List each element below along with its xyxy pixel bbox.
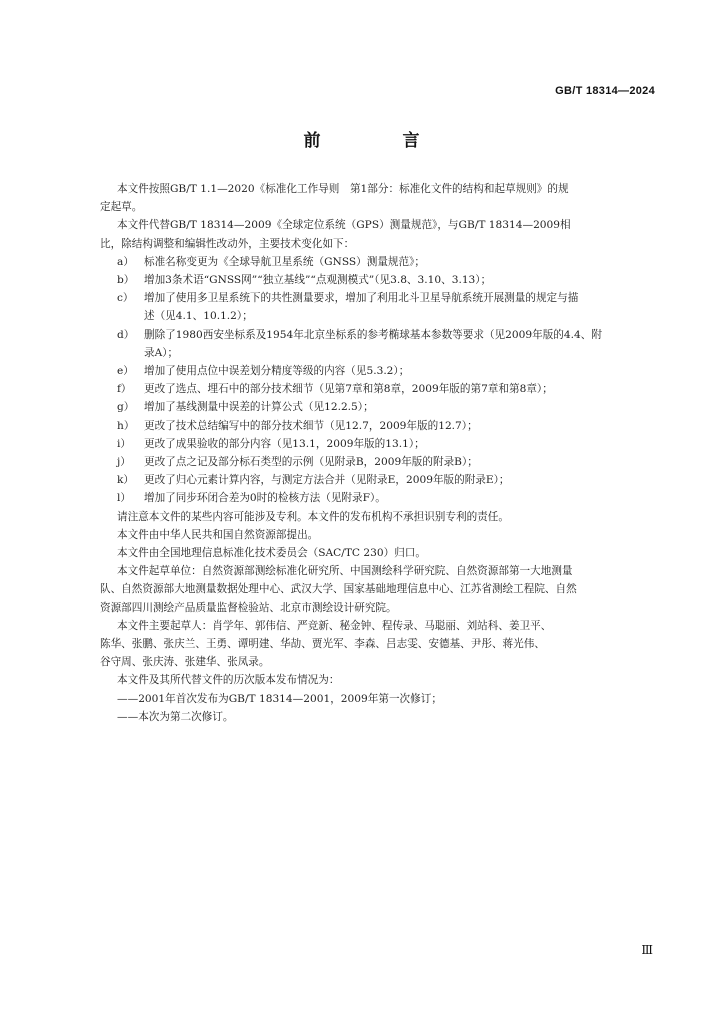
list-marker: h） [117, 419, 135, 432]
list-text: 增加了基线测量中误差的计算公式（见12.2.5）； [144, 401, 374, 414]
list-text [144, 289, 659, 325]
paragraph-drafting-rules [100, 180, 659, 216]
change-list [117, 253, 659, 508]
list-marker: g） [117, 401, 135, 414]
paragraph-patent-notice [117, 508, 659, 526]
list-item [117, 435, 659, 453]
page-number: Ⅲ [641, 943, 653, 957]
list-text: 更改了技术总结编写中的部分技术细节（见12.7，2009年版的12.7）； [144, 419, 478, 432]
list-marker: k） [117, 474, 135, 487]
paragraph-line: 陈华、张鹏、张庆兰、王勇、谭明建、华劼、贾光军、李森、吕志雯、安德基、尹彤、蒋光伟、 [100, 638, 545, 651]
paragraph-line: 本文件起草单位：自然资源部测绘标准化研究所、中国测绘科学研究院、自然资源部第一大地测量 [117, 565, 573, 578]
list-item [117, 398, 659, 416]
history-item: ——本次为第二次修订。 [117, 710, 234, 723]
paragraph-line: 谷守周、张庆涛、张建华、张凤录。 [100, 656, 270, 669]
paragraph-replaces [100, 216, 659, 252]
foreword-body [100, 180, 659, 726]
list-marker: e） [117, 365, 134, 378]
list-text: 更改了归心元素计算内容，与测定方法合并（见附录E，2009年版的附录E）； [144, 474, 510, 487]
list-item [117, 271, 659, 289]
page-title: 前 言 [303, 131, 458, 151]
list-text: 更改了选点、埋石中的部分技术细节（见第7章和第8章，2009年版的第7章和第8章）； [144, 383, 553, 396]
paragraph-proposed-by [117, 526, 659, 544]
list-item [117, 471, 659, 489]
list-marker: a） [117, 255, 134, 268]
list-marker: d） [117, 328, 135, 341]
list-item [117, 253, 659, 271]
paragraph-line: 比，除结构调整和编辑性改动外，主要技术变化如下： [100, 237, 355, 250]
list-item [117, 380, 659, 398]
list-text: 更改了成果验收的部分内容（见13.1，2009年版的13.1）； [144, 437, 425, 450]
list-text: 更改了点之记及部分标石类型的示例（见附录B，2009年版的附录B）； [144, 456, 478, 469]
paragraph-line: 请注意本文件的某些内容可能涉及专利。本文件的发布机构不承担识别专利的责任。 [117, 510, 509, 523]
paragraph-line: 队、自然资源部大地测量数据处理中心、武汉大学、国家基础地理信息中心、江苏省测绘工程院、自然 [100, 583, 577, 596]
paragraph-line: 资源部四川测绘产品质量监督检验站、北京市测绘设计研究院。 [100, 601, 397, 614]
standard-number: GB/T 18314—2024 [555, 85, 655, 97]
list-marker: f） [117, 383, 132, 396]
list-text-continuation: 述（见4.1、10.1.2）； [144, 310, 253, 323]
paragraph-history-intro [117, 671, 659, 689]
list-text: 增加3条术语“GNSS网”“独立基线”“点观测模式”（见3.8、3.10、3.13）； [144, 274, 492, 287]
list-text-line: 删除了1980西安坐标系及1954年北京坐标系的参考椭球基本参数等要求（见2009年版的4.4、附 [144, 328, 602, 341]
list-item [117, 453, 659, 471]
list-marker: i） [117, 437, 131, 450]
list-text: 增加了使用点位中误差划分精度等级的内容（见5.3.2）； [144, 365, 410, 378]
paragraph-line: 本文件及其所代替文件的历次版本发布情况为： [117, 674, 340, 687]
paragraph-line: 定起草。 [100, 201, 143, 214]
list-marker: l） [117, 492, 131, 505]
paragraph-drafters [100, 617, 659, 672]
list-text-continuation: 录A）； [144, 346, 179, 359]
list-item [117, 417, 659, 435]
paragraph-drafting-units [100, 562, 659, 617]
history-list [117, 690, 659, 726]
list-item [117, 326, 659, 362]
list-item [117, 362, 659, 380]
paragraph-line: 本文件由中华人民共和国自然资源部提出。 [117, 528, 319, 541]
list-item [117, 489, 659, 507]
list-marker: c） [117, 292, 134, 305]
list-text [144, 326, 659, 362]
list-marker: b） [117, 274, 135, 287]
list-text: 增加了同步环闭合差为0时的检核方法（见附录F）。 [144, 492, 386, 505]
history-item: ——2001年首次发布为GB/T 18314—2001，2009年第一次修订； [117, 692, 442, 705]
list-marker: j） [117, 456, 131, 469]
paragraph-line: 本文件主要起草人：肖学年、郭伟信、严竞新、秘金钟、程传录、马聪丽、刘站科、姜卫平、 [117, 619, 552, 632]
list-item [117, 289, 659, 325]
paragraph-line: 本文件代替GB/T 18314—2009《全球定位系统（GPS）测量规范》，与GB/T 18314—2009相 [117, 219, 571, 232]
paragraph-line: 本文件按照GB/T 1.1—2020《标准化工作导则 第1部分：标准化文件的结构和起草规则》的规 [117, 183, 569, 195]
list-text-line: 增加了使用多卫星系统下的共性测量要求，增加了利用北斗卫星导航系统开展测量的规定与描 [144, 292, 579, 305]
list-text: 标准名称变更为《全球导航卫星系统（GNSS）测量规范》； [144, 255, 426, 268]
paragraph-under-jurisdiction [117, 544, 659, 562]
paragraph-line: 本文件由全国地理信息标准化技术委员会（SAC/TC 230）归口。 [117, 547, 426, 560]
